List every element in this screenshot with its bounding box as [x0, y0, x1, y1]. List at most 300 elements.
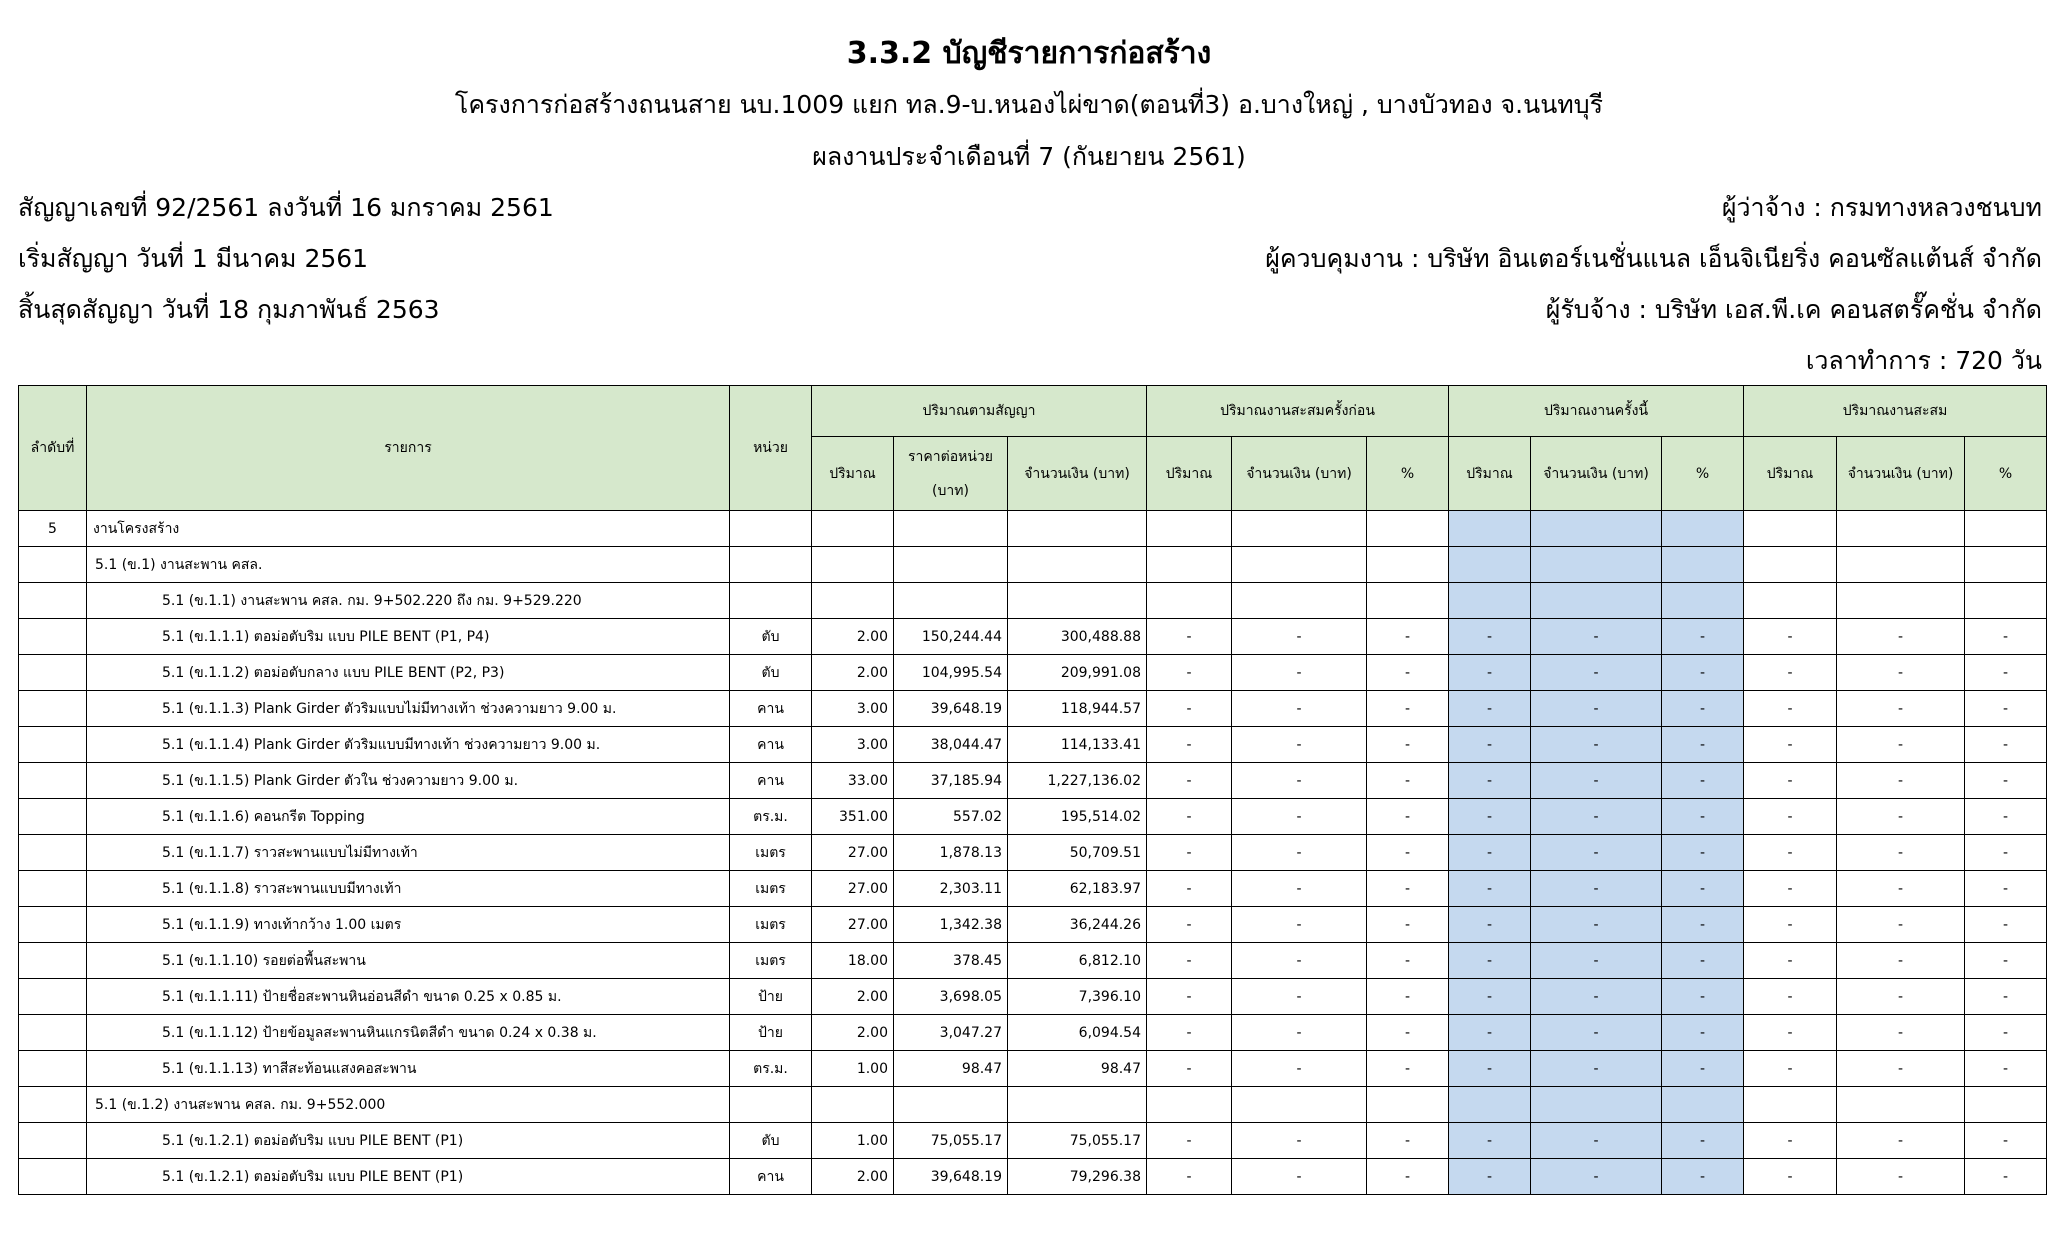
- table-row: [19, 835, 2047, 871]
- col-group-contract: ปริมาณตามสัญญา: [812, 386, 1147, 437]
- cell-prev-qty: -: [1147, 1051, 1232, 1087]
- cell-item: 5.1 (ข.1.1.6) คอนกรีต Topping: [87, 799, 730, 835]
- cell-prev-percent: -: [1367, 1051, 1449, 1087]
- cell-amount: [1008, 511, 1147, 547]
- table-row: [19, 1051, 2047, 1087]
- cell-prev-percent: -: [1367, 1159, 1449, 1195]
- cell-amount: 50,709.51: [1008, 835, 1147, 871]
- cell-qty: 2.00: [812, 655, 894, 691]
- cell-cum-qty: -: [1744, 979, 1837, 1015]
- cell-cum-percent: -: [1965, 655, 2047, 691]
- cell-current-amount: -: [1531, 655, 1662, 691]
- cell-current-percent: [1662, 547, 1744, 583]
- cell-cum-percent: -: [1965, 799, 2047, 835]
- cell-unit-price: [894, 583, 1008, 619]
- cell-cum-amount: -: [1837, 1051, 1965, 1087]
- col-header-qty: ปริมาณ: [1449, 437, 1531, 511]
- cell-unit-price: 39,648.19: [894, 1159, 1008, 1195]
- cell-prev-percent: -: [1367, 655, 1449, 691]
- cell-cum-amount: -: [1837, 943, 1965, 979]
- cell-unit: ตร.ม.: [730, 799, 812, 835]
- cell-amount: 36,244.26: [1008, 907, 1147, 943]
- cell-cum-percent: [1965, 547, 2047, 583]
- cell-amount: [1008, 547, 1147, 583]
- cell-unit-price: 104,995.54: [894, 655, 1008, 691]
- cell-no: [19, 907, 87, 943]
- cell-amount: 79,296.38: [1008, 1159, 1147, 1195]
- cell-qty: 33.00: [812, 763, 894, 799]
- cell-amount: 6,812.10: [1008, 943, 1147, 979]
- cell-qty: 27.00: [812, 871, 894, 907]
- table-row: [19, 799, 2047, 835]
- table-row: [19, 943, 2047, 979]
- cell-prev-percent: [1367, 583, 1449, 619]
- cell-item: 5.1 (ข.1.1.1) ตอม่อตับริม แบบ PILE BENT (P1, P4): [87, 619, 730, 655]
- cell-prev-amount: -: [1232, 979, 1367, 1015]
- cell-current-amount: -: [1531, 943, 1662, 979]
- cell-qty: 27.00: [812, 907, 894, 943]
- col-header-unit: หน่วย: [730, 386, 812, 511]
- cell-no: [19, 799, 87, 835]
- cell-unit: เมตร: [730, 835, 812, 871]
- cell-unit-price: [894, 511, 1008, 547]
- cell-unit: [730, 1087, 812, 1123]
- cell-no: [19, 1159, 87, 1195]
- cell-unit: เมตร: [730, 907, 812, 943]
- cell-unit-price: 1,878.13: [894, 835, 1008, 871]
- cell-prev-amount: -: [1232, 871, 1367, 907]
- cell-item: 5.1 (ข.1.1) งานสะพาน คสล. กม. 9+502.220 ถึง กม. 9+529.220: [87, 583, 730, 619]
- table-row: [19, 1015, 2047, 1051]
- cell-cum-qty: -: [1744, 619, 1837, 655]
- cell-unit-price: 150,244.44: [894, 619, 1008, 655]
- cell-unit: คาน: [730, 763, 812, 799]
- cell-qty: 1.00: [812, 1051, 894, 1087]
- project-name: โครงการก่อสร้างถนนสาย นบ.1009 แยก ทล.9-บ.หนองไผ่ขาด(ตอนที่3) อ.บางใหญ่ , บางบัวทอง จ.นนทบุรี: [454, 90, 1604, 119]
- table-row: [19, 727, 2047, 763]
- cell-cum-percent: -: [1965, 871, 2047, 907]
- cell-no: [19, 1051, 87, 1087]
- cell-cum-qty: -: [1744, 907, 1837, 943]
- cell-current-qty: [1449, 583, 1531, 619]
- cell-unit: [730, 547, 812, 583]
- cell-prev-qty: -: [1147, 799, 1232, 835]
- cell-no: [19, 619, 87, 655]
- cell-cum-amount: -: [1837, 979, 1965, 1015]
- cell-qty: 2.00: [812, 1015, 894, 1051]
- cell-unit: ตับ: [730, 619, 812, 655]
- cell-item: 5.1 (ข.1.1.7) ราวสะพานแบบไม่มีทางเท้า: [87, 835, 730, 871]
- cell-cum-qty: -: [1744, 691, 1837, 727]
- table-body: [19, 511, 2047, 1195]
- cell-current-percent: -: [1662, 727, 1744, 763]
- cell-unit: คาน: [730, 1159, 812, 1195]
- cell-item: 5.1 (ข.1.1.9) ทางเท้ากว้าง 1.00 เมตร: [87, 907, 730, 943]
- cell-no: [19, 1087, 87, 1123]
- cell-amount: 209,991.08: [1008, 655, 1147, 691]
- cell-cum-amount: -: [1837, 1123, 1965, 1159]
- cell-current-qty: -: [1449, 1123, 1531, 1159]
- col-header-qty: ปริมาณ: [1744, 437, 1837, 511]
- cell-prev-amount: -: [1232, 1123, 1367, 1159]
- cell-qty: 2.00: [812, 619, 894, 655]
- col-header-qty: ปริมาณ: [1147, 437, 1232, 511]
- cell-cum-qty: -: [1744, 655, 1837, 691]
- cell-cum-amount: [1837, 583, 1965, 619]
- cell-current-percent: -: [1662, 835, 1744, 871]
- table-row: [19, 619, 2047, 655]
- table-row: [19, 979, 2047, 1015]
- cell-current-percent: -: [1662, 871, 1744, 907]
- cell-no: [19, 763, 87, 799]
- cell-unit-price: 3,698.05: [894, 979, 1008, 1015]
- cell-current-qty: -: [1449, 943, 1531, 979]
- cell-prev-amount: -: [1232, 799, 1367, 835]
- cell-cum-percent: -: [1965, 979, 2047, 1015]
- cell-item: 5.1 (ข.1.2) งานสะพาน คสล. กม. 9+552.000: [87, 1087, 730, 1123]
- cell-cum-amount: -: [1837, 1015, 1965, 1051]
- unit-price-label: ราคาต่อหน่วย: [908, 448, 993, 465]
- col-group-cumulative: ปริมาณงานสะสม: [1744, 386, 2047, 437]
- cell-cum-qty: -: [1744, 1123, 1837, 1159]
- cell-cum-percent: -: [1965, 1015, 2047, 1051]
- cell-prev-percent: -: [1367, 907, 1449, 943]
- cell-amount: 300,488.88: [1008, 619, 1147, 655]
- cell-current-qty: -: [1449, 691, 1531, 727]
- cell-current-amount: [1531, 547, 1662, 583]
- cell-prev-qty: [1147, 511, 1232, 547]
- cell-item: 5.1 (ข.1.1.3) Plank Girder ตัวริมแบบไม่มีทางเท้า ช่วงความยาว 9.00 ม.: [87, 691, 730, 727]
- cell-amount: [1008, 583, 1147, 619]
- cell-prev-percent: -: [1367, 979, 1449, 1015]
- cell-no: [19, 691, 87, 727]
- cell-item: งานโครงสร้าง: [87, 511, 730, 547]
- cell-cum-percent: [1965, 1087, 2047, 1123]
- cell-qty: 3.00: [812, 727, 894, 763]
- construction-items-table: [18, 385, 2047, 1195]
- contract-number: สัญญาเลขที่ 92/2561 ลงวันที่ 16 มกราคม 2561: [18, 193, 554, 222]
- cell-cum-qty: -: [1744, 799, 1837, 835]
- cell-cum-percent: -: [1965, 619, 2047, 655]
- col-header-amount: จำนวนเงิน (บาท): [1008, 437, 1147, 511]
- cell-current-qty: -: [1449, 619, 1531, 655]
- cell-current-amount: [1531, 583, 1662, 619]
- cell-amount: 1,227,136.02: [1008, 763, 1147, 799]
- cell-unit-price: 75,055.17: [894, 1123, 1008, 1159]
- cell-current-percent: -: [1662, 799, 1744, 835]
- cell-unit-price: 1,342.38: [894, 907, 1008, 943]
- cell-prev-percent: -: [1367, 799, 1449, 835]
- cell-prev-percent: -: [1367, 727, 1449, 763]
- cell-cum-qty: -: [1744, 763, 1837, 799]
- cell-no: [19, 1123, 87, 1159]
- col-header-amount: จำนวนเงิน (บาท): [1531, 437, 1662, 511]
- cell-current-amount: -: [1531, 907, 1662, 943]
- cell-prev-amount: -: [1232, 619, 1367, 655]
- supervisor: ผู้ควบคุมงาน : บริษัท อินเตอร์เนชั่นแนล เอ็นจิเนียริ่ง คอนซัลแต้นส์ จำกัด: [1265, 244, 2042, 273]
- cell-current-percent: -: [1662, 655, 1744, 691]
- table-row: [19, 871, 2047, 907]
- cell-current-amount: -: [1531, 1015, 1662, 1051]
- cell-prev-percent: [1367, 547, 1449, 583]
- document-title: 3.3.2 บัญชีรายการก่อสร้าง: [846, 36, 1212, 71]
- table-row: [19, 655, 2047, 691]
- col-header-qty: ปริมาณ: [812, 437, 894, 511]
- cell-qty: [812, 511, 894, 547]
- cell-cum-amount: -: [1837, 835, 1965, 871]
- cell-prev-qty: -: [1147, 1015, 1232, 1051]
- cell-current-amount: -: [1531, 763, 1662, 799]
- cell-no: [19, 655, 87, 691]
- cell-item: 5.1 (ข.1.1.10) รอยต่อพื้นสะพาน: [87, 943, 730, 979]
- cell-current-amount: -: [1531, 799, 1662, 835]
- cell-cum-percent: -: [1965, 943, 2047, 979]
- cell-cum-qty: [1744, 1087, 1837, 1123]
- cell-current-percent: [1662, 1087, 1744, 1123]
- cell-current-amount: -: [1531, 691, 1662, 727]
- cell-amount: 98.47: [1008, 1051, 1147, 1087]
- cell-unit-price: 3,047.27: [894, 1015, 1008, 1051]
- cell-current-percent: [1662, 511, 1744, 547]
- cell-cum-percent: [1965, 511, 2047, 547]
- cell-prev-percent: -: [1367, 943, 1449, 979]
- cell-prev-amount: -: [1232, 835, 1367, 871]
- cell-current-qty: -: [1449, 1051, 1531, 1087]
- cell-prev-qty: [1147, 583, 1232, 619]
- cell-prev-amount: -: [1232, 1015, 1367, 1051]
- cell-amount: 75,055.17: [1008, 1123, 1147, 1159]
- cell-qty: [812, 583, 894, 619]
- cell-unit: [730, 583, 812, 619]
- cell-amount: 195,514.02: [1008, 799, 1147, 835]
- col-header-no: ลำดับที่: [19, 386, 87, 511]
- cell-prev-qty: -: [1147, 907, 1232, 943]
- cell-current-percent: -: [1662, 1123, 1744, 1159]
- cell-prev-amount: [1232, 583, 1367, 619]
- cell-current-percent: -: [1662, 1159, 1744, 1195]
- col-group-current: ปริมาณงานครั้งนี้: [1449, 386, 1744, 437]
- cell-qty: 2.00: [812, 979, 894, 1015]
- cell-current-qty: -: [1449, 655, 1531, 691]
- cell-prev-amount: [1232, 547, 1367, 583]
- cell-prev-percent: -: [1367, 835, 1449, 871]
- cell-unit: คาน: [730, 691, 812, 727]
- cell-qty: 1.00: [812, 1123, 894, 1159]
- cell-current-amount: -: [1531, 727, 1662, 763]
- cell-prev-qty: -: [1147, 979, 1232, 1015]
- cell-prev-qty: [1147, 547, 1232, 583]
- cell-cum-amount: -: [1837, 655, 1965, 691]
- table-row: [19, 763, 2047, 799]
- cell-current-qty: -: [1449, 799, 1531, 835]
- table-row: [19, 1087, 2047, 1123]
- cell-item: 5.1 (ข.1.1.2) ตอม่อตับกลาง แบบ PILE BENT (P2, P3): [87, 655, 730, 691]
- cell-cum-qty: [1744, 511, 1837, 547]
- cell-no: [19, 1015, 87, 1051]
- col-header-unit-price: [894, 437, 1008, 511]
- cell-unit: ป้าย: [730, 979, 812, 1015]
- cell-prev-amount: -: [1232, 691, 1367, 727]
- col-header-amount: จำนวนเงิน (บาท): [1837, 437, 1965, 511]
- table-row: [19, 691, 2047, 727]
- cell-amount: 7,396.10: [1008, 979, 1147, 1015]
- cell-no: [19, 727, 87, 763]
- cell-unit: คาน: [730, 727, 812, 763]
- cell-current-amount: -: [1531, 1159, 1662, 1195]
- cell-unit: เมตร: [730, 871, 812, 907]
- cell-no: [19, 979, 87, 1015]
- cell-item: 5.1 (ข.1.1.8) ราวสะพานแบบมีทางเท้า: [87, 871, 730, 907]
- unit-price-currency: (บาท): [932, 482, 969, 499]
- cell-cum-amount: [1837, 1087, 1965, 1123]
- cell-qty: [812, 1087, 894, 1123]
- cell-current-percent: -: [1662, 943, 1744, 979]
- cell-cum-amount: -: [1837, 763, 1965, 799]
- cell-current-qty: [1449, 547, 1531, 583]
- cell-cum-amount: -: [1837, 871, 1965, 907]
- cell-cum-percent: -: [1965, 1051, 2047, 1087]
- cell-item: 5.1 (ข.1.1.11) ป้ายชื่อสะพานหินอ่อนสีดำ ขนาด 0.25 x 0.85 ม.: [87, 979, 730, 1015]
- cell-prev-qty: -: [1147, 1123, 1232, 1159]
- cell-cum-percent: -: [1965, 763, 2047, 799]
- report-period: ผลงานประจำเดือนที่ 7 (กันยายน 2561): [812, 142, 1246, 171]
- table-row: [19, 1159, 2047, 1195]
- col-header-percent: %: [1965, 437, 2047, 511]
- cell-cum-percent: -: [1965, 691, 2047, 727]
- table-row: [19, 1123, 2047, 1159]
- cell-current-percent: -: [1662, 1051, 1744, 1087]
- cell-current-qty: -: [1449, 907, 1531, 943]
- cell-current-amount: [1531, 511, 1662, 547]
- cell-prev-amount: [1232, 511, 1367, 547]
- cell-prev-percent: [1367, 1087, 1449, 1123]
- cell-item: 5.1 (ข.1) งานสะพาน คสล.: [87, 547, 730, 583]
- cell-current-percent: [1662, 583, 1744, 619]
- cell-prev-percent: [1367, 511, 1449, 547]
- cell-unit-price: 2,303.11: [894, 871, 1008, 907]
- cell-unit-price: 38,044.47: [894, 727, 1008, 763]
- cell-unit-price: 98.47: [894, 1051, 1008, 1087]
- cell-prev-percent: -: [1367, 619, 1449, 655]
- cell-qty: 3.00: [812, 691, 894, 727]
- cell-no: [19, 583, 87, 619]
- cell-prev-percent: -: [1367, 871, 1449, 907]
- cell-qty: 18.00: [812, 943, 894, 979]
- cell-amount: 62,183.97: [1008, 871, 1147, 907]
- cell-cum-percent: -: [1965, 907, 2047, 943]
- cell-prev-amount: -: [1232, 1051, 1367, 1087]
- cell-prev-amount: -: [1232, 943, 1367, 979]
- table-row: [19, 547, 2047, 583]
- cell-unit: เมตร: [730, 943, 812, 979]
- cell-current-amount: -: [1531, 1051, 1662, 1087]
- cell-cum-qty: -: [1744, 1015, 1837, 1051]
- cell-prev-qty: -: [1147, 835, 1232, 871]
- cell-prev-qty: -: [1147, 655, 1232, 691]
- table-row: [19, 583, 2047, 619]
- cell-unit: ตร.ม.: [730, 1051, 812, 1087]
- cell-current-percent: -: [1662, 619, 1744, 655]
- cell-no: [19, 835, 87, 871]
- cell-item: 5.1 (ข.1.1.4) Plank Girder ตัวริมแบบมีทางเท้า ช่วงความยาว 9.00 ม.: [87, 727, 730, 763]
- contract-end: สิ้นสุดสัญญา วันที่ 18 กุมภาพันธ์ 2563: [18, 295, 440, 324]
- work-duration: เวลาทำการ : 720 วัน: [1805, 346, 2042, 375]
- col-header-percent: %: [1662, 437, 1744, 511]
- cell-amount: 6,094.54: [1008, 1015, 1147, 1051]
- cell-qty: 27.00: [812, 835, 894, 871]
- cell-prev-percent: -: [1367, 763, 1449, 799]
- cell-unit-price: 39,648.19: [894, 691, 1008, 727]
- cell-prev-percent: -: [1367, 1123, 1449, 1159]
- cell-unit-price: [894, 547, 1008, 583]
- cell-prev-amount: -: [1232, 655, 1367, 691]
- cell-cum-qty: -: [1744, 835, 1837, 871]
- cell-prev-qty: -: [1147, 943, 1232, 979]
- cell-prev-amount: [1232, 1087, 1367, 1123]
- cell-no: [19, 547, 87, 583]
- cell-item: 5.1 (ข.1.1.13) ทาสีสะท้อนแสงคอสะพาน: [87, 1051, 730, 1087]
- cell-prev-amount: -: [1232, 907, 1367, 943]
- cell-current-qty: -: [1449, 835, 1531, 871]
- cell-cum-qty: [1744, 547, 1837, 583]
- cell-item: 5.1 (ข.1.2.1) ตอม่อตับริม แบบ PILE BENT (P1): [87, 1159, 730, 1195]
- cell-cum-percent: -: [1965, 727, 2047, 763]
- cell-cum-amount: -: [1837, 907, 1965, 943]
- cell-current-qty: -: [1449, 979, 1531, 1015]
- cell-cum-qty: [1744, 583, 1837, 619]
- cell-cum-amount: -: [1837, 619, 1965, 655]
- cell-current-amount: -: [1531, 871, 1662, 907]
- cell-qty: 2.00: [812, 1159, 894, 1195]
- cell-current-qty: -: [1449, 1159, 1531, 1195]
- cell-cum-percent: -: [1965, 1123, 2047, 1159]
- table-row: [19, 511, 2047, 547]
- cell-current-amount: -: [1531, 1123, 1662, 1159]
- cell-current-amount: [1531, 1087, 1662, 1123]
- cell-prev-amount: -: [1232, 1159, 1367, 1195]
- cell-unit-price: 557.02: [894, 799, 1008, 835]
- cell-prev-amount: -: [1232, 763, 1367, 799]
- cell-cum-qty: -: [1744, 1051, 1837, 1087]
- cell-prev-percent: -: [1367, 691, 1449, 727]
- cell-current-amount: -: [1531, 835, 1662, 871]
- cell-cum-amount: -: [1837, 727, 1965, 763]
- cell-item: 5.1 (ข.1.2.1) ตอม่อตับริม แบบ PILE BENT (P1): [87, 1123, 730, 1159]
- cell-current-qty: [1449, 511, 1531, 547]
- cell-unit: [730, 511, 812, 547]
- cell-cum-amount: -: [1837, 1159, 1965, 1195]
- cell-cum-amount: -: [1837, 691, 1965, 727]
- cell-cum-qty: -: [1744, 727, 1837, 763]
- cell-prev-qty: -: [1147, 1159, 1232, 1195]
- cell-amount: 118,944.57: [1008, 691, 1147, 727]
- employer: ผู้ว่าจ้าง : กรมทางหลวงชนบท: [1721, 193, 2042, 222]
- cell-no: 5: [19, 511, 87, 547]
- cell-unit-price: 37,185.94: [894, 763, 1008, 799]
- cell-prev-qty: -: [1147, 871, 1232, 907]
- cell-qty: [812, 547, 894, 583]
- cell-no: [19, 871, 87, 907]
- col-header-item: รายการ: [87, 386, 730, 511]
- cell-prev-percent: -: [1367, 1015, 1449, 1051]
- cell-cum-amount: [1837, 511, 1965, 547]
- cell-current-qty: -: [1449, 871, 1531, 907]
- cell-current-percent: -: [1662, 691, 1744, 727]
- cell-cum-qty: -: [1744, 943, 1837, 979]
- table-row: [19, 907, 2047, 943]
- cell-cum-qty: -: [1744, 1159, 1837, 1195]
- cell-unit: ตับ: [730, 655, 812, 691]
